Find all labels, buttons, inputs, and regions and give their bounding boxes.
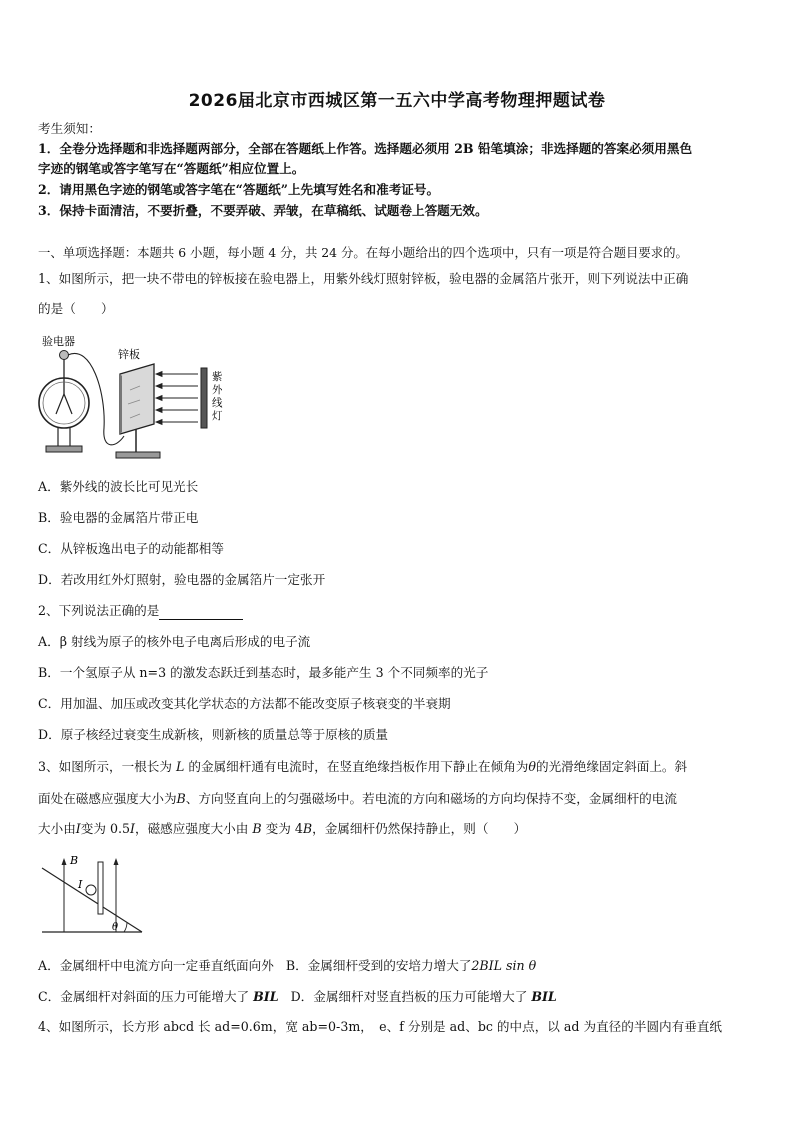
q1-option-d: D．若改用红外灯照射，验电器的金属箔片一定张开 <box>38 572 326 587</box>
svg-text:线: 线 <box>212 397 223 409</box>
q3-stem-line1: 3、如图所示，一根长为 L 的金属细杆通有电流时，在竖直绝缘挡板作用下静止在倾角为θ的光滑绝缘固定斜面上。斜 <box>38 759 688 774</box>
q1-stem-line1: 1、如图所示，把一块不带电的锌板接在验电器上，用紫外线灯照射锌板，验电器的金属箔片张开，则下列说法中正确 <box>38 271 689 286</box>
electroscope-label: 验电器 <box>42 335 75 348</box>
q2-option-b: B．一个氢原子从 n=3 的激发态跃迁到基态时，最多能产生 3 个不同频率的光子 <box>38 665 489 680</box>
q3-stem-line2: 面处在磁感应强度大小为B、方向竖直向上的匀强磁场中。若电流的方向和磁场的方向均保持不变，金属细杆的电流 <box>38 791 677 806</box>
q2-option-d: D．原子核经过衰变生成新核，则新核的质量总等于原核的质量 <box>38 727 389 742</box>
q1-stem-line2: 的是（ ） <box>38 301 114 316</box>
q3-figure <box>38 852 148 936</box>
answer-blank <box>159 605 243 620</box>
q4-stem: 4、如图所示，长方形 abcd 长 ad=0.6m，宽 ab=0-3m， e、f 分别是 ad、bc 的中点，以 ad 为直径的半圆内有垂直纸 <box>38 1019 723 1034</box>
svg-text:紫: 紫 <box>212 371 223 383</box>
svg-text:θ: θ <box>112 922 119 933</box>
svg-text:灯: 灯 <box>212 410 223 422</box>
notice-item-3: 3．保持卡面清洁，不要折叠，不要弄破、弄皱，在草稿纸、试题卷上答题无效。 <box>38 203 488 218</box>
q1-option-a: A．紫外线的波长比可见光长 <box>38 479 199 494</box>
page-title: 2026届北京市西城区第一五六中学高考物理押题试卷 <box>188 91 606 111</box>
zinc-plate-label: 锌板 <box>118 348 140 361</box>
q1-figure <box>36 332 236 468</box>
notice-item-1: 1．全卷分选择题和非选择题两部分，全部在答题纸上作答。选择题必须用 2B 铅笔填涂；非选择题的答案必须用黑色 <box>38 141 693 156</box>
q3-options-ab: A．金属细杆中电流方向一定垂直纸面向外 B．金属细杆受到的安培力增大了2BIL sin θ <box>38 958 537 973</box>
notice-item-2: 2．请用黑色字迹的钢笔或答字笔在“答题纸”上先填写姓名和准考证号。 <box>38 182 440 197</box>
q2-option-a: A．β 射线为原子的核外电子电离后形成的电子流 <box>38 634 311 649</box>
q1-option-b: B．验电器的金属箔片带正电 <box>38 510 199 525</box>
q3-stem-line3: 大小由I变为 0.5I，磁感应强度大小由 B 变为 4B，金属细杆仍然保持静止，则（ ） <box>38 821 527 836</box>
notice-heading: 考生须知： <box>38 121 101 136</box>
svg-text:I: I <box>78 878 83 891</box>
svg-text:外: 外 <box>212 384 223 396</box>
q2-option-c: C．用加温、加压或改变其化学状态的方法都不能改变原子核衰变的半衰期 <box>38 696 451 711</box>
q3-options-cd: C．金属细杆对斜面的压力可能增大了 BIL D．金属细杆对竖直挡板的压力可能增大了 BIL <box>38 989 557 1004</box>
section-heading: 一、单项选择题：本题共 6 小题，每小题 4 分，共 24 分。在每小题给出的四个选项中，只有一项是符合题目要求的。 <box>38 245 688 260</box>
q2-stem: 2、下列说法正确的是 <box>38 602 760 620</box>
notice-item-1-cont: 字迹的钢笔或答字笔写在“答题纸”相应位置上。 <box>38 161 305 176</box>
q1-option-c: C．从锌板逸出电子的动能都相等 <box>38 541 224 556</box>
svg-text:B: B <box>70 854 79 867</box>
